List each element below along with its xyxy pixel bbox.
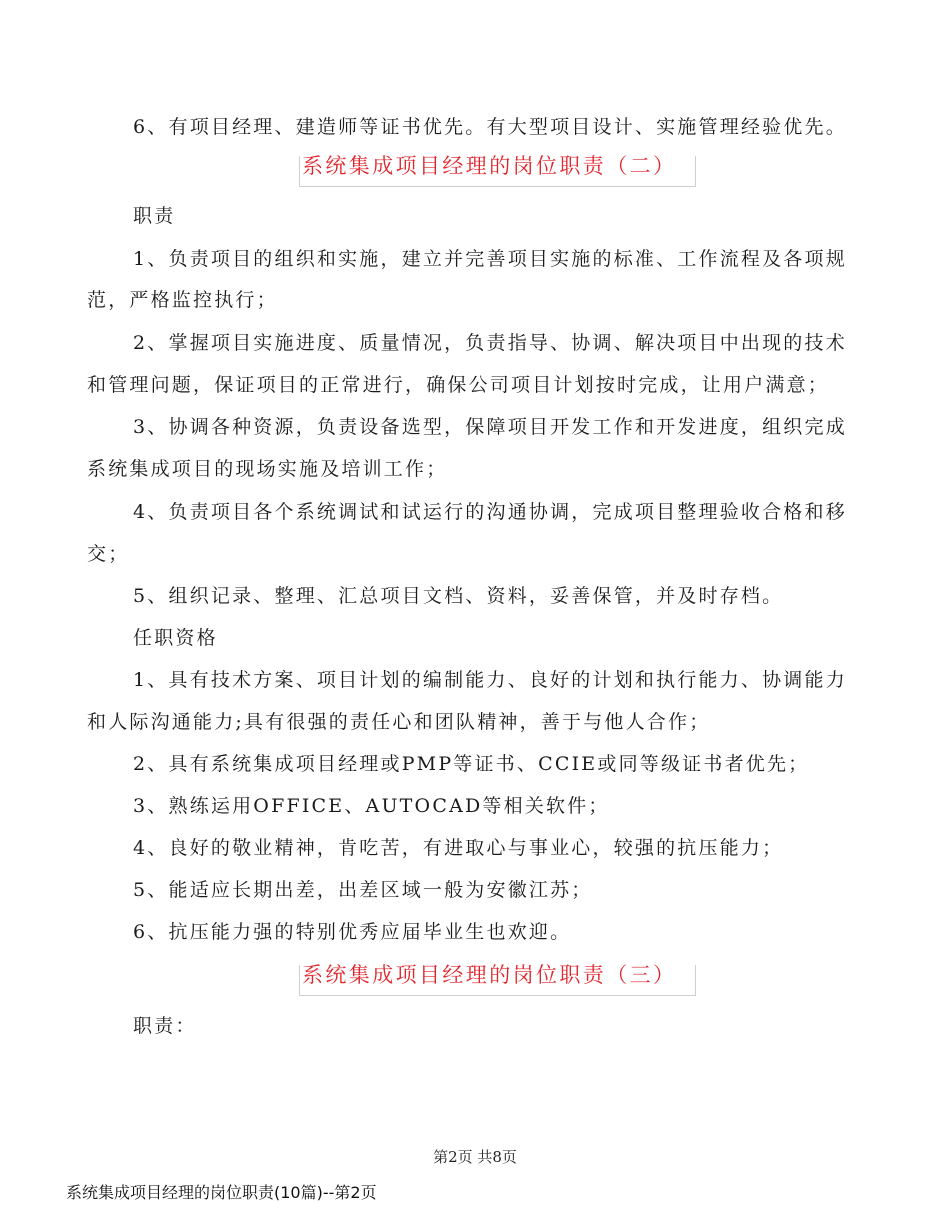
paragraph-line: 2、具有系统集成项目经理或PMP等证书、CCIE或同等级证书者优先；	[133, 753, 810, 775]
paragraph-line: 5、组织记录、整理、汇总项目文档、资料，妥善保管，并及时存档。	[133, 585, 784, 607]
paragraph-line: 和人际沟通能力;具有很强的责任心和团队精神，善于与他人合作；	[87, 711, 711, 733]
section-heading-3: 系统集成项目经理的岗位职责（三）	[302, 963, 677, 987]
paragraph-line: 和管理问题，保证项目的正常进行，确保公司项目计划按时完成，让用户满意；	[87, 374, 830, 396]
paragraph-line: 6、有项目经理、建造师等证书优先。有大型项目设计、实施管理经验优先。	[133, 116, 847, 138]
paragraph-line: 范，严格监控执行；	[87, 289, 278, 311]
paragraph-line: 2、掌握项目实施进度、质量情况，负责指导、协调、解决项目中出现的技术	[133, 332, 847, 354]
paragraph-line: 3、熟练运用OFFICE、AUTOCAD等相关软件；	[133, 795, 610, 817]
document-title-footer: 系统集成项目经理的岗位职责(10篇)--第2页	[66, 1183, 377, 1202]
section-label: 职责	[133, 205, 176, 227]
paragraph-line: 4、良好的敬业精神，肯吃苦，有进取心与事业心，较强的抗压能力；	[133, 837, 784, 859]
section-heading-2: 系统集成项目经理的岗位职责（二）	[302, 154, 677, 178]
paragraph-line: 交；	[87, 543, 130, 565]
paragraph-line: 系统集成项目的现场实施及培训工作；	[87, 458, 448, 480]
paragraph-line: 5、能适应长期出差，出差区域一般为安徽江苏；	[133, 879, 593, 901]
paragraph-line: 1、具有技术方案、项目计划的编制能力、良好的计划和执行能力、协调能力	[133, 669, 847, 691]
paragraph-line: 3、协调各种资源，负责设备选型，保障项目开发工作和开发进度，组织完成	[133, 416, 847, 438]
section-label: 任职资格	[133, 627, 218, 649]
paragraph-line: 1、负责项目的组织和实施，建立并完善项目实施的标准、工作流程及各项规	[133, 248, 847, 270]
paragraph-line: 4、负责项目各个系统调试和试运行的沟通协调，完成项目整理验收合格和移	[133, 501, 847, 523]
page-number: 第2页 共8页	[433, 1148, 517, 1166]
paragraph-line: 6、抗压能力强的特别优秀应届毕业生也欢迎。	[133, 921, 572, 943]
section-label: 职责：	[133, 1015, 197, 1037]
